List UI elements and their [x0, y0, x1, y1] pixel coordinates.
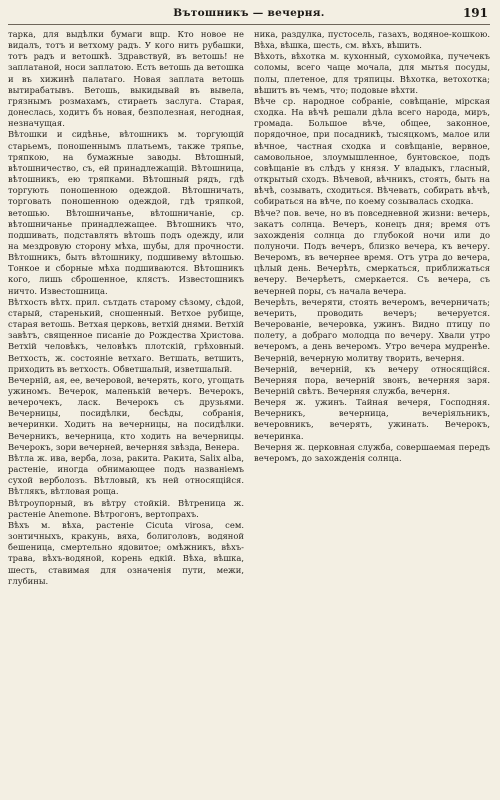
dictionary-entry: Вечерѣть, вечеряти, стоять вечеромъ, вечерничать; вечерить, проводить вечеръ; вечеруется. Вечерованіе, вечеровка, ужинъ. Видно птицу по полету, а добраго молодца по вечеру. Хвали утро вечеромъ, а день вечеромъ. Утро вечера мудренѣе. Вечерній, вечерную молитву творить, вечерня.	[254, 296, 490, 363]
left-column	[8, 29, 244, 794]
dictionary-entry: Вѣче? пов. вече, но въ повседневной жизни: вечерь, закатъ солнца. Вечеръ, конецъ дня; время отъ захожденія солнца до глубокой ночи или до полуночи. Подъ вечеръ, близко вечера, къ вечеру. Вечеромъ, въ вечернее время. Отъ утра до вечера, цѣлый день. Вечерѣть, смеркаться, приближаться вечеру. Вечерѣетъ, смеркается. Съ вечера, съ вечерней поры, съ начала вечера.	[254, 207, 490, 296]
dictionary-entry: Вѣхъ м. вѣха, растеніе Cicuta virosa, сем. зонтичныхъ, кракунь, вяха, болиголовъ, водяной бешеница, смертельно ядовитое; омѣжникъ, вѣхъ-трава, вѣхъ-водяной, корень едкій. Вѣха, вѣшка, шесть, ставимая для означенія пути, межи, глубины.	[8, 519, 244, 586]
dictionary-entry: Вѣхоть, вѣхотка м. кухонный, сухомойка, пучечекъ соломы, всего чаще мочала, для мытья посуды, полы, плетеное, для тряпицы. Вѣхотка, ветохотка; вѣшитъ въ чемъ, что; подовые вѣхти.	[254, 51, 490, 95]
dictionary-entry: Вѣтошки и сидѣнье, вѣтошникъ м. торгующій старьемъ, поношеннымъ платьемъ, также тряпье, тряпкою, на бумажные заводы. Вѣтошный, вѣтошничество, съ, ей принадлежащій. Вѣтошница, вѣтошникъ, ею тряпками. Вѣтошный рядъ, гдѣ торгують поношенною одеждой. Вѣтошничать, торговать поношенною одеждой, гдѣ тряпкой, ветошью. Вѣтошничанье, вѣтошничаніе, ср. вѣтошничанье принадлежащее. Вѣтошникъ что, подшивать, подставлять вѣтошь подъ одежду, или на мездровую сторону мѣха, шубы, для прочности. Вѣтошникъ, быть вѣтошнику, подшивему вѣтошью. Тонкое и сборные мѣха подшиваются. Вѣтошникъ кого, лишь сброшенное, клястъ. Известошникъ ничто. Известошница.	[8, 129, 244, 296]
page-header	[8, 6, 490, 25]
dictionary-entry: Вѣтроупорный, въ вѣтру стойкій. Вѣтреница ж. растеніе Anemone. Вѣтрогонъ, вертопрахъ.	[8, 497, 244, 519]
dictionary-entry: Вечерній, вечерній, къ вечеру относящійся. Вечерняя пора, вечерній звонъ, вечерняя заря. Вечерній свѣтъ. Вечерняя служба, вечерня.	[254, 363, 490, 396]
dictionary-entry: Вечерній, ая, ее, вечеровой, вечерять, кого, угощать ужиномъ. Вечерок, маленькій вечеръ. Вечерокъ, вечерочекъ, ласк. Вечерокъ съ друзьями. Вечерницы, посидѣлки, бесѣды, собранія, вечеринки. Ходить на вечерницы, на посидѣлки. Вечерникъ, вечерница, кто ходить на вечерницы. Вечерокъ, зори вечерней, вечерняя звѣзда, Венера.	[8, 374, 244, 452]
dictionary-entry: Вѣтхость вѣтх. прил. сътдать старому сѣзому, сѣдой, старый, старенький, сношенный. Ветхое рубище, старая ветошь. Ветхая церковь, ветхій днями. Ветхій завѣтъ, священное писаніе до Рождества Христова. Ветхій человѣкъ, человѣкъ плотскій, грѣховный. Ветхость, ж. состояніе ветхаго. Ветшать, ветшить, приходить въ ветхость. Обветшалый, изветшалый.	[8, 296, 244, 374]
text-columns	[8, 29, 490, 794]
dictionary-entry: ника, раздулка, пустосель, газахъ, водяное-кошкою. Вѣха, вѣшка, шесть, см. вѣхъ, вѣшить.	[254, 29, 490, 51]
page-number: 191	[462, 6, 488, 20]
right-column	[254, 29, 490, 794]
running-head: Вътошникъ — вечерня.	[173, 7, 325, 19]
dictionary-entry: тарка, для выдѣлки бумаги вщр. Кто новое не видалъ, тотъ и ветхому радъ. У кого нить рубашки, тотъ радъ и ветошкѣ. Здравствуй, въ ветошь! не заплатаной, носи заплатою. Есть ветошь да ветошка и въ хижинѣ палатаго. Новая заплата ветошь вытирабатывъ. Ветошь, выкидывай въ вывела, грязнымъ розмахамъ, стираеть заслуга. Старая, донеслась, ходитъ бъ новая, безполезная, негодная, незначущая.	[8, 29, 244, 129]
dictionary-entry: Вѣче ср. народное собраніе, совѣщаніе, мірская сходка. На вѣчѣ решали дѣла всего народа, миръ, громада. Большое вѣче, общее, законное, порядочное, при посадникѣ, тысяцкомъ, малое или вѣчное, частная сходка и совѣщаніе, вервное, самовольное, злоумышленное, бунтовское, подъ совѣщаніе въ слѣдъ у князя. У владыкъ, гласный, открытый сходъ. Вѣчевой, вѣчникъ, стоять, быть на вѣчѣ, созывать, сходиться. Вѣчевать, собирать вѣчѣ, собираться на вѣче, по коему созывалась сходка.	[254, 95, 490, 207]
dictionary-entry: Вѣтла ж. ива, верба, лоза, ракита. Ракита, Salix alba, растеніе, иногда обнимающее подъ названіемъ сухой верболозъ. Вѣтловый, къ ней относящійся. Вѣтлякъ, вѣтловая роща.	[8, 452, 244, 497]
dictionary-entry: Вечеря ж. ужинъ. Тайная вечеря, Господняя. Вечерникъ, вечерница, вечеріяльникъ, вечеровникъ, вечерять, ужинать. Вечерокъ, вечеринка.	[254, 397, 490, 441]
dictionary-entry: Вечерня ж. церковная служба, совершаемая передъ вечеромъ, до захожденія солнца.	[254, 441, 490, 463]
